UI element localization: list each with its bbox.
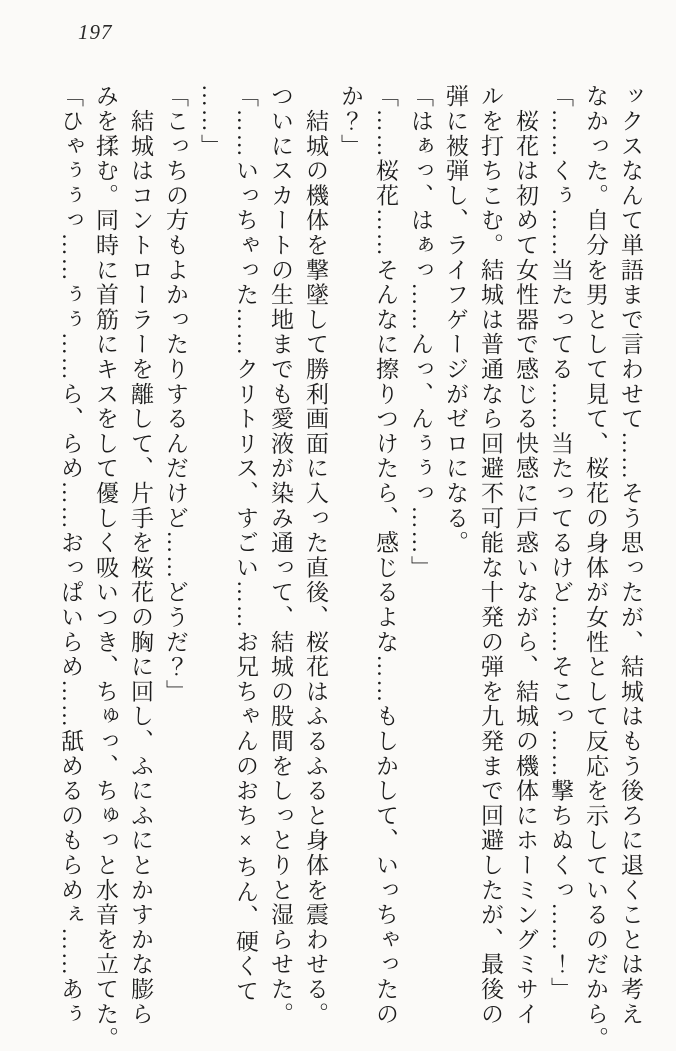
text-line: ルを打ちこむ。結城は普通なら回避不可能な十発の弾を九発まで回避したが、最後の [478, 84, 503, 1027]
text-line: 桜花は初めて女性器で感じる快感に戸惑いながら、結城の機体にホーミングミサイ [513, 84, 538, 1027]
text-line: 「……桜花……そんなに擦りつけたら、感じるよな……もしかして、いっちゃったの [373, 84, 398, 1027]
text-line: 結城の機体を撃墜して勝利画面に入った直後、桜花はふるふると身体を震わせる。 [303, 84, 328, 1027]
text-line: ……」 [198, 84, 223, 159]
text-line: 弾に被弾し、ライフゲージがゼロになる。 [443, 84, 468, 556]
text-line: 「こっちの方もよかったりするんだけど……どうだ？」 [163, 84, 188, 704]
vertical-text-block [52, 84, 648, 1051]
text-line: 結城はコントローラーを離して、片手を桜花の胸に回し、ふにふにとかすかな膨ら [128, 84, 153, 1027]
text-line: なかった。自分を男として見て、桜花の身体が女性として反応を示しているのだから。 [583, 84, 608, 1051]
text-line: 「……くぅ……当たってる……当たってるけど……そこっ……撃ちぬくっ……！」 [548, 84, 573, 1002]
text-line: ついにスカートの生地までも愛液が染み通って、結城の股間をしっとりと湿らせた。 [268, 84, 293, 1027]
text-line: 「はぁっ、はぁっ……んっ、んぅぅっ……」 [408, 84, 433, 580]
text-line: 「……いっちゃった……クリトリス、すごい……お兄ちゃんのおち×ちん、硬くて [233, 84, 258, 1004]
page-number: 197 [78, 20, 113, 44]
text-line: か？」 [338, 84, 363, 159]
text-line: 「ひゃぅぅっ……ぅぅ……ら、らめ……おっぱいらめ……舐めるのもらめぇ……あぅ [58, 84, 83, 1027]
text-line: ックスなんて単語まで言わせて……そう思ったが、結城はもう後ろに退くことは考え [618, 84, 643, 1027]
text-line: みを揉む。同時に首筋にキスをして優しく吸いつき、ちゅっ、ちゅっと水音を立てた。 [93, 84, 118, 1051]
